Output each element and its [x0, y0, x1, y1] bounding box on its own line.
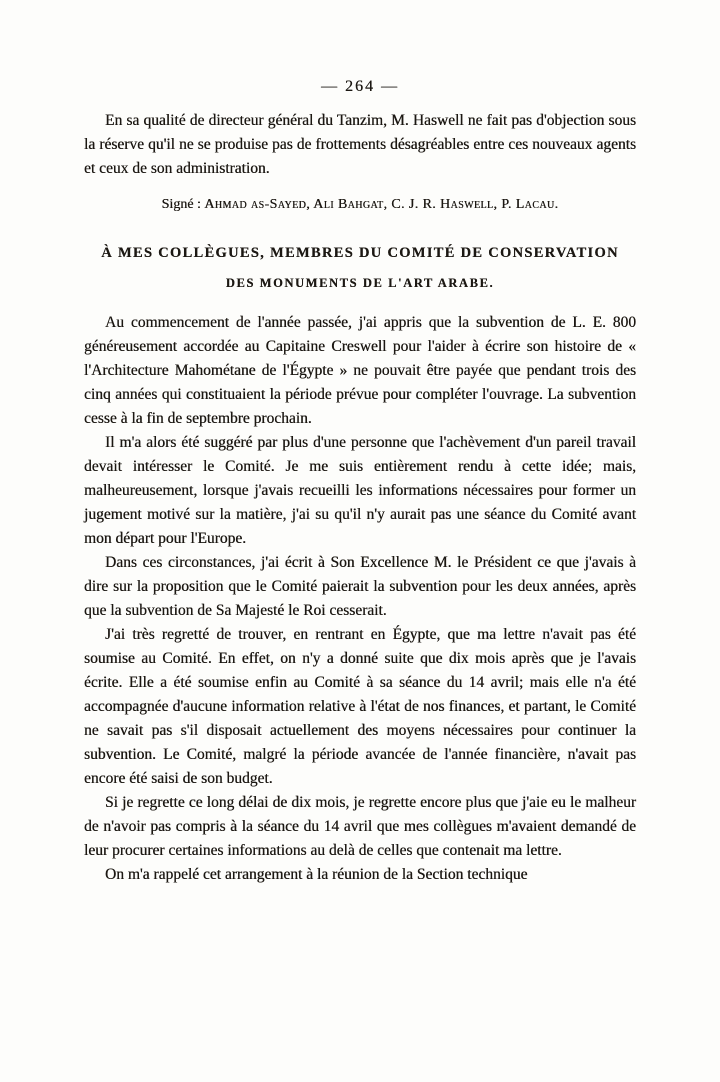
section-heading-line2: DES MONUMENTS DE L'ART ARABE. — [225, 276, 495, 290]
body-paragraph: Au commencement de l'année passée, j'ai appris que la subvention de L. E. 800 généreusement accordée au Capitaine Creswell pour l'aider à écrire son histoire de « l'Architecture Mahométane de l'Égypte » ne pouvait être payée que pendant trois des cinq années qui constituaient la période prévue pour compléter l'ouvrage. La subvention cesse à la fin de septembre prochain. — [84, 314, 636, 427]
signatories: Ahmad as-Sayed, Ali Bahgat, C. J. R. Haswell, P. Lacau. — [204, 197, 559, 212]
signature-label: Signé : — [161, 197, 201, 212]
body-paragraph: Il m'a alors été suggéré par plus d'une personne que l'achèvement d'un pareil travail devait intéresser le Comité. Je me suis entièrement rendu à cette idée; mais, malheureusement, lorsque j'avais recueilli les informations nécessaires pour former un jugement motivé sur la matière, j'ai su qu'il n'y aurait pas une séance du Comité avant mon départ pour l'Europe. — [84, 434, 636, 547]
section-heading-line1: À MES COLLÈGUES, MEMBRES DU COMITÉ DE CONSERVATION — [101, 245, 619, 261]
page-number: — 264 — — [321, 78, 399, 95]
body-paragraph: On m'a rappelé cet arrangement à la réunion de la Section technique — [105, 866, 528, 883]
body-paragraph: Si je regrette ce long délai de dix mois, je regrette encore plus que j'aie eu le malheur de n'avoir pas compris à la séance du 14 avril que mes collègues m'avaient demandé de leur procurer certaines informations au delà de celles que contenait ma lettre. — [84, 794, 636, 859]
body-paragraphs — [84, 311, 636, 887]
body-paragraph: J'ai très regretté de trouver, en rentrant en Égypte, que ma lettre n'avait pas été soumise au Comité. En effet, on n'y a donné suite que dix mois après que je l'avais écrite. Elle a été soumise enfin au Comité à sa séance du 14 avril; mais elle n'a été accompagnée d'aucune information relative à l'état de nos finances, et partant, le Comité ne savait pas s'il disposait actuellement des moyens nécessaires pour continuer la subvention. Le Comité, malgré la période avancée de l'année financière, n'avait pas encore été saisi de son budget. — [84, 626, 636, 787]
intro-paragraph: En sa qualité de directeur général du Tanzim, M. Haswell ne fait pas d'objection sous la réserve qu'il ne se produise pas de frottements désagréables entre ces nouveaux agents et ceux de son administration. — [84, 112, 636, 177]
body-paragraph: Dans ces circonstances, j'ai écrit à Son Excellence M. le Président ce que j'avais à dire sur la proposition que le Comité paierait la subvention pour les deux années, après que la subvention de Sa Majesté le Roi cesserait. — [84, 554, 636, 619]
document-page — [84, 0, 636, 887]
signature-line — [84, 197, 636, 213]
